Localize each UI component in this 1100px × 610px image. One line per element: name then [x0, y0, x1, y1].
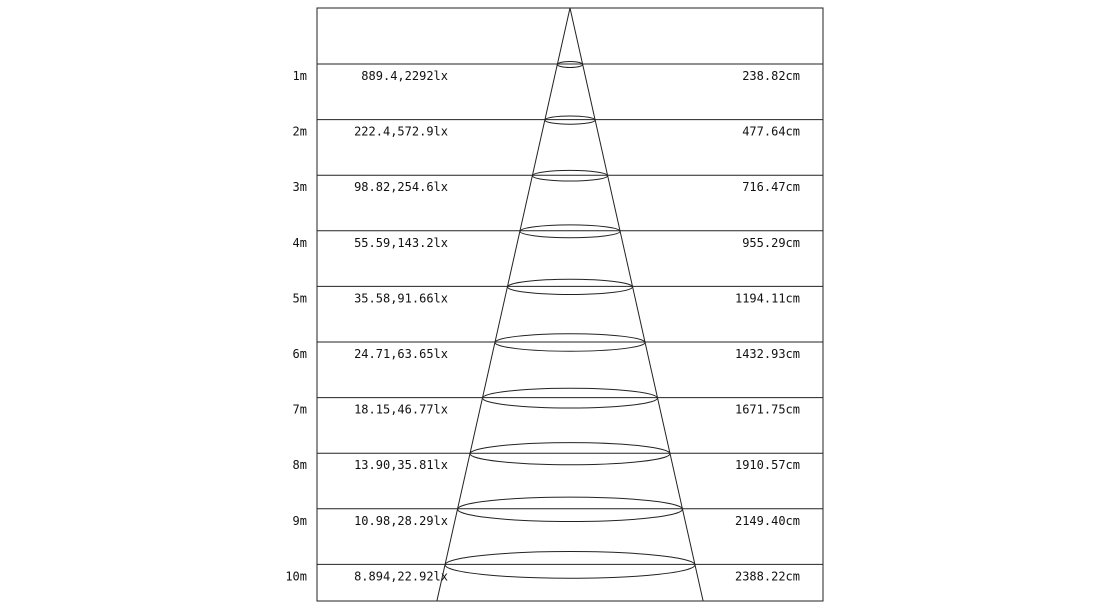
- row-labels: [285, 69, 800, 583]
- illuminance-label: 24.71,63.65lx: [354, 347, 448, 361]
- illuminance-label: 13.90,35.81lx: [354, 458, 448, 473]
- beam-diameter-label: 2388.22cm: [734, 569, 800, 584]
- beam-diameter-label: 238.82cm: [742, 69, 800, 83]
- beam-diameter-label: 1910.57cm: [734, 458, 800, 473]
- illuminance-label: 10.98,28.29lx: [354, 513, 448, 528]
- beam-diameter-label: 477.64cm: [742, 124, 800, 139]
- beam-diameter-label: 716.47cm: [742, 180, 800, 195]
- illuminance-label: 889.4,2292lx: [361, 69, 448, 83]
- distance-label: 3m: [292, 180, 307, 195]
- beam-cone: [437, 8, 703, 601]
- beam-diameter-label: 1671.75cm: [734, 402, 800, 417]
- illuminance-label: 8.894,22.92lx: [354, 569, 448, 584]
- distance-label: 6m: [292, 347, 307, 361]
- illuminance-label: 35.58,91.66lx: [354, 291, 448, 306]
- beam-diameter-label: 2149.40cm: [734, 513, 800, 528]
- cone-left-edge: [437, 8, 570, 601]
- distance-label: 7m: [292, 402, 307, 417]
- distance-label: 8m: [292, 458, 307, 473]
- cone-right-edge: [570, 8, 703, 601]
- distance-label: 10m: [285, 569, 307, 584]
- beam-diameter-label: 1194.11cm: [734, 291, 800, 306]
- illuminance-label: 98.82,254.6lx: [354, 180, 448, 195]
- illuminance-label: 222.4,572.9lx: [354, 124, 448, 139]
- distance-label: 2m: [292, 124, 307, 139]
- row-lines: [317, 64, 823, 564]
- distance-label: 5m: [292, 291, 307, 306]
- illuminance-label: 55.59,143.2lx: [354, 235, 448, 250]
- beam-diameter-label: 955.29cm: [742, 235, 800, 250]
- illuminance-label: 18.15,46.77lx: [354, 402, 448, 417]
- distance-label: 9m: [292, 513, 307, 528]
- distance-label: 1m: [292, 69, 307, 83]
- beam-diameter-label: 1432.93cm: [734, 347, 800, 361]
- distance-label: 4m: [292, 235, 307, 250]
